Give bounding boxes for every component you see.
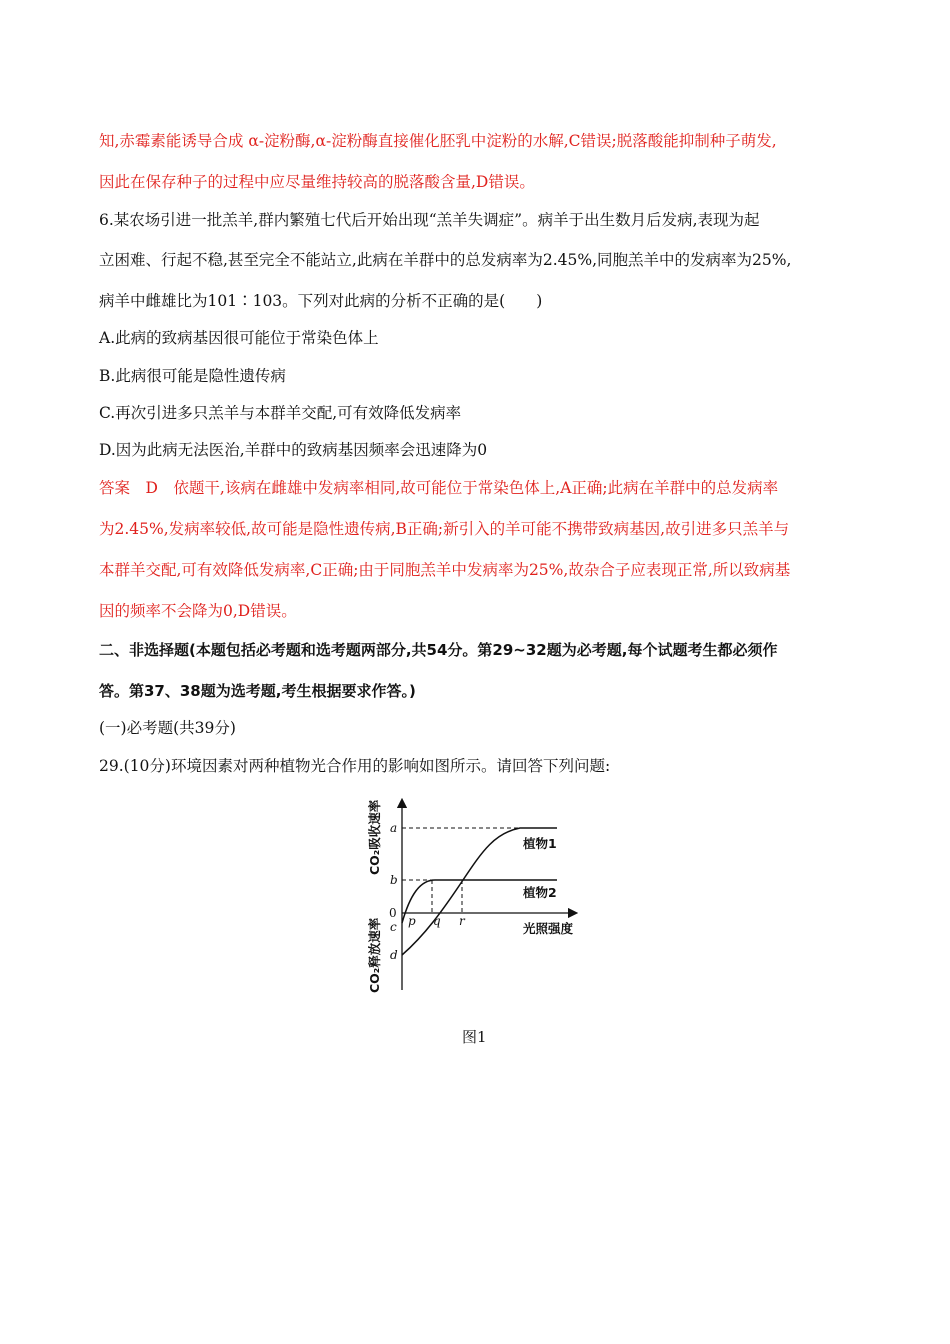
answer-line-3: 本群羊交配,可有效降低发病率,C正确;由于同胞羔羊中发病率为25%,故杂合子应表现正常,所以致病基 — [99, 561, 791, 579]
x-mark-r: r — [459, 914, 465, 928]
y-label-top: CO₂吸收速率 — [367, 799, 382, 875]
y-mark-b: b — [390, 873, 398, 887]
question-6-stem-3: 病羊中雌雄比为101∶103。下列对此病的分析不正确的是( ) — [99, 292, 543, 310]
option-d: D.因为此病无法医治,羊群中的致病基因频率会迅速降为0 — [99, 441, 488, 459]
curve-2-label: 植物2 — [523, 885, 557, 900]
answer-line-4: 因的频率不会降为0,D错误。 — [99, 602, 297, 620]
y-mark-d: d — [390, 948, 398, 962]
y-label-bottom: CO₂释放速率 — [367, 917, 382, 993]
option-c: C.再次引进多只羔羊与本群羊交配,可有效降低发病率 — [99, 404, 462, 422]
question-6-stem-1: 6.某农场引进一批羔羊,群内繁殖七代后开始出现“羔羊失调症”。病羊于出生数月后发病,表现为起 — [99, 211, 760, 229]
x-label: 光照强度 — [523, 921, 574, 936]
question-29-stem: 29.(10分)环境因素对两种植物光合作用的影响如图所示。请回答下列问题: — [99, 757, 611, 775]
paragraph-line-2: 因此在保存种子的过程中应尽量维持较高的脱落酸含量,D错误。 — [99, 173, 535, 191]
section-heading-1: 二、非选择题(本题包括必考题和选考题两部分,共54分。第29~32题为必考题,每个试题考生都必须作 — [99, 641, 778, 659]
section-heading-2: 答。第37、38题为选考题,考生根据要求作答。) — [99, 682, 416, 700]
subsection-heading: (一)必考题(共39分) — [99, 719, 236, 737]
curve-1-label: 植物1 — [523, 836, 557, 851]
question-6-stem-2: 立困难、行起不稳,甚至完全不能站立,此病在羊群中的总发病率为2.45%,同胞羔羊中的发病率为25%, — [99, 251, 792, 269]
x-mark-q: q — [433, 914, 441, 928]
figure-caption: 图1 — [462, 1028, 487, 1046]
x-mark-p: p — [408, 914, 416, 928]
origin-label: 0 — [389, 906, 397, 920]
paragraph-line-1: 知,赤霉素能诱导合成 α-淀粉酶,α-淀粉酶直接催化胚乳中淀粉的水解,C错误;脱落酸能抑制种子萌发, — [99, 132, 777, 150]
y-mark-c: c — [390, 920, 397, 934]
answer-line-1: 答案 D 依题干,该病在雌雄中发病率相同,故可能位于常染色体上,A正确;此病在羊群中的总发病率 — [99, 479, 779, 497]
y-mark-a: a — [390, 821, 398, 835]
photosynthesis-figure — [365, 795, 600, 1000]
option-a: A.此病的致病基因很可能位于常染色体上 — [99, 329, 379, 347]
option-b: B.此病很可能是隐性遗传病 — [99, 367, 286, 385]
answer-line-2: 为2.45%,发病率较低,故可能是隐性遗传病,B正确;新引入的羊可能不携带致病基因,故引进多只羔羊与 — [99, 520, 790, 538]
